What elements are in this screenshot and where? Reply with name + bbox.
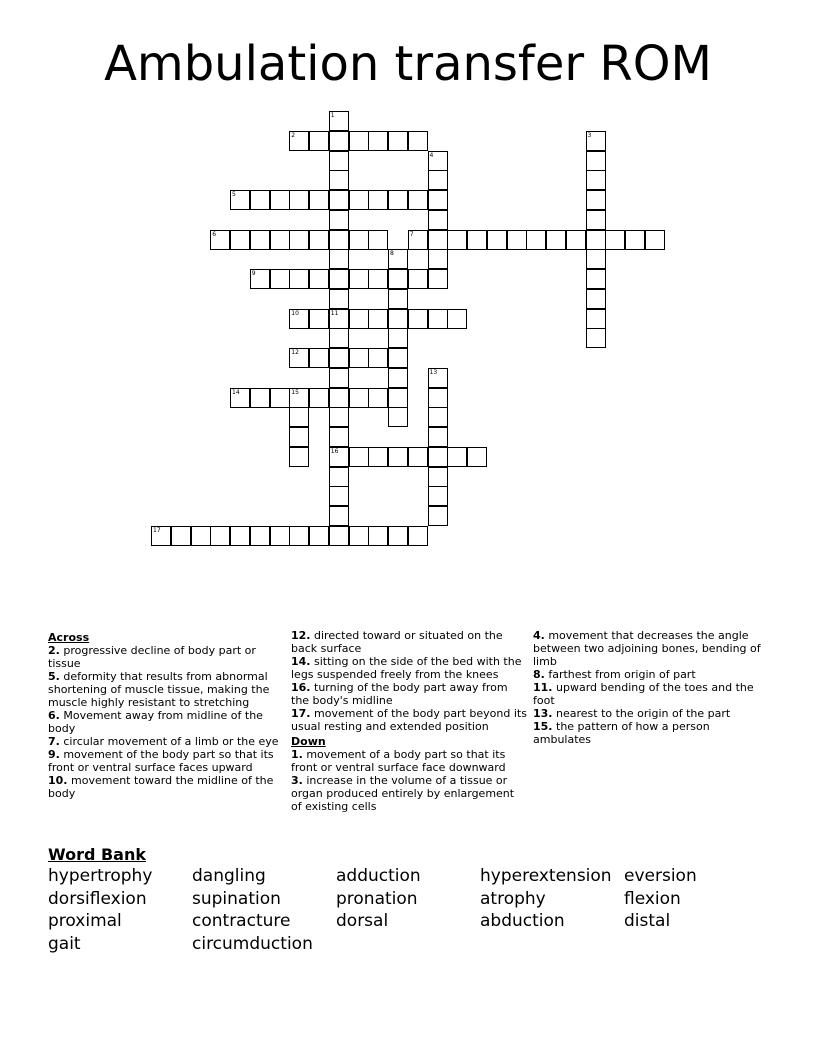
grid-cell[interactable] [329, 348, 349, 368]
grid-cell[interactable] [408, 269, 428, 289]
grid-cell[interactable] [230, 526, 250, 546]
grid-cell[interactable] [605, 230, 625, 250]
grid-cell[interactable] [408, 131, 428, 151]
grid-cell[interactable] [388, 526, 408, 546]
grid-cell[interactable] [388, 289, 408, 309]
word-bank-item: distal [624, 911, 671, 932]
grid-cell[interactable] [309, 230, 329, 250]
word-bank-list [48, 865, 768, 955]
grid-cell[interactable] [428, 427, 448, 447]
grid-cell[interactable] [270, 526, 290, 546]
grid-cell[interactable] [586, 328, 606, 348]
clue-number-11: 11 [330, 309, 339, 317]
clue-down-13: 13. nearest to the origin of the part [533, 707, 731, 720]
grid-cell[interactable] [349, 388, 369, 408]
grid-cell[interactable] [408, 190, 428, 210]
grid-cell[interactable] [428, 210, 448, 230]
grid-cell[interactable] [408, 309, 428, 329]
grid-cell[interactable] [329, 289, 349, 309]
grid-cell[interactable] [368, 447, 388, 467]
word-bank-item: contracture [192, 911, 291, 932]
clue-number-10: 10 [291, 309, 299, 317]
clue-number-9: 9 [251, 270, 256, 277]
grid-cell[interactable] [349, 131, 369, 151]
grid-cell[interactable] [210, 526, 230, 546]
clues-column-1 [48, 629, 284, 800]
grid-cell[interactable] [526, 230, 546, 250]
grid-cell[interactable] [309, 309, 329, 329]
clue-number-5: 5 [232, 191, 236, 198]
grid-cell[interactable] [349, 309, 369, 329]
word-bank-item: eversion [624, 866, 697, 886]
grid-cell[interactable] [507, 230, 527, 250]
grid-cell[interactable] [428, 249, 448, 269]
word-bank-item: flexion [624, 888, 681, 909]
grid-cell[interactable] [349, 230, 369, 250]
grid-cell[interactable] [329, 526, 349, 546]
grid-cell[interactable] [428, 170, 448, 190]
clue-down-4: 4. movement that decreases the angle between two adjoining bones, bending of limb [533, 629, 761, 668]
grid-cell[interactable] [388, 348, 408, 368]
clue-number-14: 14 [232, 388, 240, 396]
grid-cell[interactable] [289, 269, 309, 289]
grid-cell[interactable] [586, 309, 606, 329]
grid-cell[interactable] [428, 506, 448, 526]
grid-cell[interactable] [329, 131, 349, 151]
clue-number-12: 12 [291, 349, 299, 356]
word-bank-item: adduction [336, 866, 421, 886]
clue-number-4: 4 [429, 151, 434, 159]
grid-cell[interactable] [329, 467, 349, 487]
grid-cell[interactable] [428, 407, 448, 427]
word-bank-item: hyperextension [480, 866, 612, 886]
grid-cell[interactable] [329, 328, 349, 348]
grid-cell[interactable] [586, 190, 606, 210]
clue-number-15: 15 [291, 388, 299, 396]
grid-cell[interactable] [428, 190, 448, 210]
grid-cell[interactable] [586, 269, 606, 289]
clue-across-16: 16. turning of the body part away from the body's midline [291, 681, 508, 707]
grid-cell[interactable] [270, 388, 290, 408]
grid-cell[interactable] [546, 230, 566, 250]
grid-cell[interactable] [349, 348, 369, 368]
word-bank-item: atrophy [480, 888, 546, 909]
grid-cell[interactable] [191, 526, 211, 546]
grid-cell[interactable] [309, 131, 329, 151]
word-bank-item: gait [48, 933, 81, 954]
grid-cell[interactable] [329, 388, 349, 408]
word-bank [48, 845, 768, 955]
puzzle-title: Ambulation transfer ROM [104, 36, 712, 92]
word-bank-item: hypertrophy [48, 866, 153, 886]
grid-cell[interactable] [329, 427, 349, 447]
grid-cell[interactable] [309, 269, 329, 289]
grid-cell[interactable] [408, 526, 428, 546]
grid-cell[interactable] [250, 526, 270, 546]
clue-across-7: 7. circular movement of a limb or the eye [48, 735, 279, 748]
clue-down-11: 11. upward bending of the toes and the foot [533, 681, 754, 707]
grid-cell[interactable] [309, 388, 329, 408]
grid-cell[interactable] [388, 309, 408, 329]
grid-cell[interactable] [289, 526, 309, 546]
clue-down-15: 15. the pattern of how a person ambulates [533, 720, 710, 746]
word-bank-item: abduction [480, 911, 565, 932]
clue-number-13: 13 [429, 368, 438, 376]
grid-cell[interactable] [250, 190, 270, 210]
grid-cell[interactable] [289, 427, 309, 447]
clue-number-7: 7 [409, 230, 414, 238]
grid-cell[interactable] [368, 131, 388, 151]
clue-number-3: 3 [587, 131, 592, 139]
grid-cell[interactable] [349, 269, 369, 289]
grid-cell[interactable] [428, 309, 448, 329]
grid-cell[interactable] [447, 230, 467, 250]
grid-cell[interactable] [329, 210, 349, 230]
grid-cell[interactable] [270, 190, 290, 210]
grid-cell[interactable] [388, 388, 408, 408]
grid-cell[interactable] [428, 230, 448, 250]
grid-cell[interactable] [270, 230, 290, 250]
clue-across-12: 12. directed toward or situated on the back surface [291, 629, 503, 655]
grid-cell[interactable] [349, 447, 369, 467]
grid-cell[interactable] [447, 447, 467, 467]
clue-number-17: 17 [153, 526, 161, 534]
grid-cell[interactable] [309, 526, 329, 546]
grid-cell[interactable] [368, 526, 388, 546]
grid-cell[interactable] [349, 190, 369, 210]
grid-cell[interactable] [428, 388, 448, 408]
grid-cell[interactable] [388, 269, 408, 289]
clue-number-6: 6 [212, 230, 217, 238]
word-bank-item: circumduction [192, 933, 313, 954]
grid-cell[interactable] [329, 486, 349, 506]
grid-cell[interactable] [586, 210, 606, 230]
clue-number-2: 2 [291, 131, 296, 139]
grid-cell[interactable] [586, 151, 606, 171]
clue-across-2: 2. progressive decline of body part or tissue [48, 644, 256, 670]
word-bank-item: dorsal [336, 911, 389, 932]
grid-cell[interactable] [645, 230, 665, 250]
grid-cell[interactable] [368, 190, 388, 210]
clue-down-8: 8. farthest from origin of part [533, 668, 696, 681]
clue-across-17: 17. movement of the body part beyond its usual resting and extended position [291, 707, 527, 733]
word-bank-item: pronation [336, 888, 418, 909]
grid-cell[interactable] [329, 170, 349, 190]
clue-number-16: 16 [330, 447, 339, 455]
grid-cell[interactable] [329, 368, 349, 388]
grid-cell[interactable] [171, 526, 191, 546]
grid-cell[interactable] [388, 447, 408, 467]
grid-cell[interactable] [329, 151, 349, 171]
grid-cell[interactable] [289, 407, 309, 427]
grid-cell[interactable] [428, 269, 448, 289]
grid-cell[interactable] [586, 289, 606, 309]
clue-number-8: 8 [390, 250, 394, 258]
clue-across-9: 9. movement of the body part so that its front or ventral surface faces upward [48, 748, 274, 774]
grid-cell[interactable] [329, 269, 349, 289]
word-bank-item: dangling [192, 866, 266, 886]
clue-down-3: 3. increase in the volume of a tissue or organ produced entirely by enlargement of existing cells [291, 774, 515, 813]
grid-cell[interactable] [368, 309, 388, 329]
clue-across-5: 5. deformity that results from abnormal shortening of muscle tissue, making the muscle highly resistant to stretching [48, 670, 270, 709]
clue-down-1: 1. movement of a body part so that its front or ventral surface face downward [291, 748, 506, 774]
clue-across-14: 14. sitting on the side of the bed with the legs suspended freely from the knees [291, 655, 522, 681]
grid-cell[interactable] [349, 526, 369, 546]
grid-cell[interactable] [467, 447, 487, 467]
grid-cell[interactable] [586, 170, 606, 190]
grid-cell[interactable] [368, 230, 388, 250]
grid-cell[interactable] [388, 407, 408, 427]
grid-cell[interactable] [289, 447, 309, 467]
grid-cell[interactable] [447, 309, 467, 329]
grid-cell[interactable] [388, 368, 408, 388]
grid-cell[interactable] [428, 486, 448, 506]
grid-cell[interactable] [309, 190, 329, 210]
grid-cell[interactable] [368, 269, 388, 289]
grid-cell[interactable] [625, 230, 645, 250]
grid-cell[interactable] [329, 249, 349, 269]
word-bank-item: dorsiflexion [48, 888, 147, 909]
grid-cell[interactable] [586, 249, 606, 269]
clues-column-2 [291, 629, 527, 813]
grid-cell[interactable] [368, 348, 388, 368]
clues-column-3 [533, 629, 769, 746]
grid-cell[interactable] [408, 447, 428, 467]
grid-cell[interactable] [250, 388, 270, 408]
word-bank-heading: Word Bank [48, 845, 147, 864]
grid-cell[interactable] [289, 230, 309, 250]
grid-cell[interactable] [309, 348, 329, 368]
grid-cell[interactable] [270, 269, 290, 289]
grid-cell[interactable] [487, 230, 507, 250]
grid-cell[interactable] [329, 190, 349, 210]
grid-cell[interactable] [329, 506, 349, 526]
clue-number-1: 1 [330, 112, 335, 119]
grid-cell[interactable] [428, 447, 448, 467]
across-heading: Across [48, 631, 90, 644]
clue-across-6: 6. Movement away from midline of the body [48, 709, 263, 735]
grid-cell[interactable] [329, 230, 349, 250]
clue-across-10: 10. movement toward the midline of the body [48, 774, 274, 800]
word-bank-item: supination [192, 888, 281, 909]
word-bank-item: proximal [48, 911, 122, 932]
grid-cell[interactable] [250, 230, 270, 250]
grid-cell[interactable] [388, 328, 408, 348]
down-heading: Down [291, 735, 326, 748]
grid-cell[interactable] [566, 230, 586, 250]
grid-cell[interactable] [467, 230, 487, 250]
grid-cell[interactable] [388, 190, 408, 210]
grid-cell[interactable] [329, 407, 349, 427]
grid-cell[interactable] [289, 190, 309, 210]
grid-cell[interactable] [586, 230, 606, 250]
grid-cell[interactable] [230, 230, 250, 250]
grid-cell[interactable] [368, 388, 388, 408]
grid-cell[interactable] [388, 131, 408, 151]
grid-cell[interactable] [428, 467, 448, 487]
